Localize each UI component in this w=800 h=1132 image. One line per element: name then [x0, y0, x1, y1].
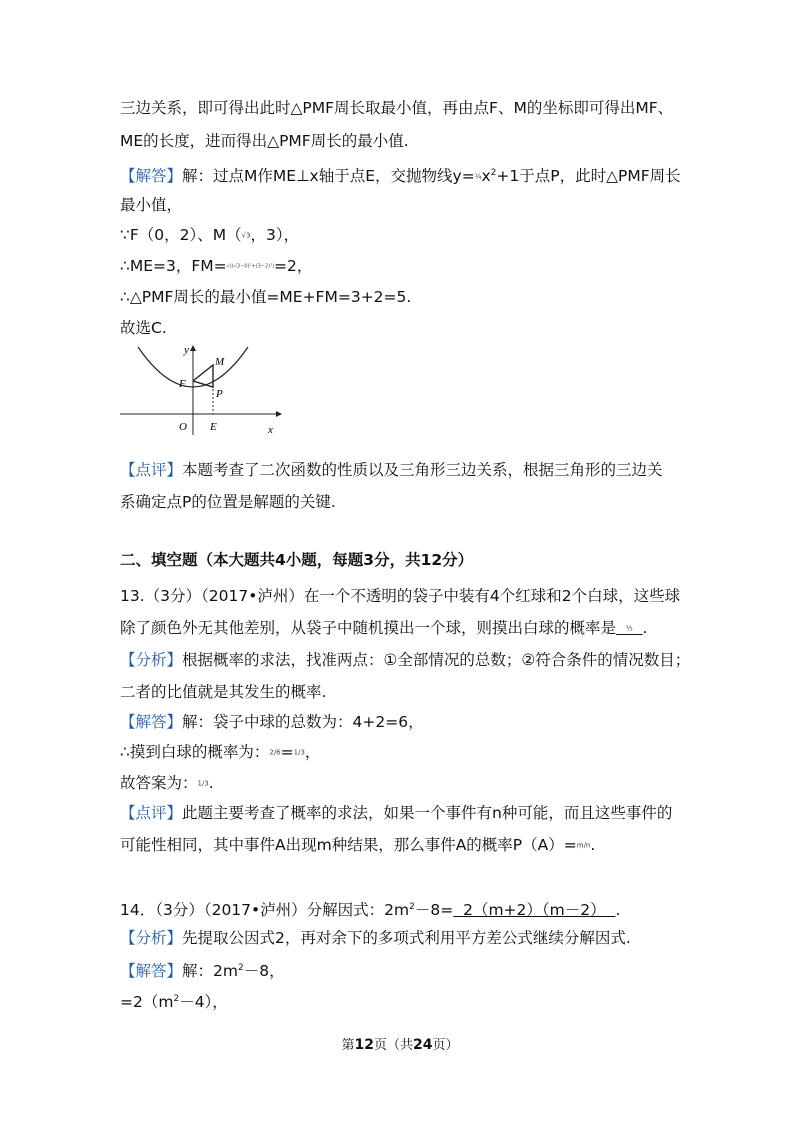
text: .	[642, 619, 648, 637]
text: =2（m	[120, 993, 174, 1012]
solution-line: 最小值，	[120, 196, 183, 214]
solution-line	[120, 162, 681, 188]
superscript: 2	[490, 168, 497, 178]
text: ∴摸到白球的概率为：	[120, 743, 270, 761]
text: －8=	[414, 901, 454, 920]
text: .	[615, 901, 621, 920]
label-P: P	[216, 388, 223, 400]
label-O: O	[179, 421, 187, 433]
label-E: E	[210, 421, 217, 433]
analysis-line: 三边关系，即可得出此时△PMF周长取最小值，再由点F、M的坐标即可得出MF、	[120, 99, 674, 117]
question-line	[120, 617, 647, 640]
solution-line	[120, 711, 424, 733]
text: 此题主要考查了概率的求法，如果一个事件有n种可能，而且这些事件的	[182, 804, 673, 822]
solution-line	[120, 224, 299, 247]
analysis-tag: 【分析】	[120, 651, 183, 669]
page-number: 12	[354, 1037, 374, 1053]
analysis-line	[120, 649, 690, 671]
label-y: y	[184, 344, 189, 356]
text: 除了颜色外无其他差别，从袋子中随机摸出一个球，则摸出白球的概率是	[120, 619, 617, 637]
text: 先提取公因式2，再对余下的多项式利用平方差公式继续分解因式.	[182, 929, 631, 947]
text: =2，	[274, 257, 313, 275]
y-axis-arrow	[190, 345, 196, 351]
solution-line: ∴△PMF周长的最小值=ME+FM=3+2=5.	[120, 288, 412, 306]
page-total: 24	[413, 1037, 433, 1053]
footer-text: 第	[341, 1038, 355, 1053]
x-axis-arrow	[276, 411, 282, 417]
text: ∵F（0，2）、M（	[120, 226, 242, 244]
text: 解：过点M作ME⊥x轴于点E，交抛物线y=	[182, 167, 475, 186]
solution-line	[120, 772, 214, 795]
fraction: 1/3	[293, 748, 305, 757]
solution-tag: 【解答】	[120, 167, 183, 186]
text: ，3），	[250, 226, 300, 244]
solution-tag: 【解答】	[120, 713, 183, 731]
text: x	[481, 167, 491, 186]
analysis-line: 二者的比值就是其发生的概率.	[120, 683, 327, 701]
comment-tag: 【点评】	[120, 461, 183, 479]
solution-line	[120, 255, 312, 278]
fraction: 2/6	[269, 748, 281, 757]
superscript: 2	[409, 902, 415, 912]
answer-value: ⅓	[625, 624, 633, 633]
text: 解：袋子中球的总数为：4+2=6，	[182, 713, 424, 731]
fraction: 1/3	[197, 779, 209, 788]
label-M: M	[215, 356, 225, 368]
fraction: ¼	[474, 172, 482, 181]
footer-text: 页）	[432, 1038, 459, 1053]
text: ∴ME=3，FM=	[120, 257, 227, 275]
answer-blank	[616, 619, 643, 637]
text: +1于点P，此时△PMF周长	[496, 167, 681, 186]
text: .	[590, 836, 596, 854]
text: 故答案为：	[120, 774, 198, 792]
question-line: 13.（3分）（2017•泸州）在一个不透明的袋子中装有4个红球和2个白球，这些球	[120, 587, 681, 605]
fraction: √3	[241, 231, 251, 240]
analysis-line	[120, 927, 631, 949]
text: 本题考查了二次函数的性质以及三角形三边关系，根据三角形的三边关	[182, 461, 663, 479]
solution-line	[120, 741, 320, 764]
solution-line	[120, 957, 285, 982]
fraction: m/n	[576, 841, 591, 850]
comment-line	[120, 802, 672, 824]
solution-line: 故选C.	[120, 319, 167, 337]
text: 14．（3分）（2017•泸州）分解因式：2m	[120, 901, 410, 920]
comment-tag: 【点评】	[120, 804, 183, 822]
analysis-tag: 【分析】	[120, 929, 183, 947]
text: 解：2m	[182, 962, 238, 981]
footer-text: 页（共	[373, 1038, 413, 1053]
analysis-line: ME的长度，进而得出△PMF周长的最小值.	[120, 132, 409, 150]
text: －4），	[179, 993, 228, 1012]
text: .	[208, 774, 214, 792]
text: ，	[304, 743, 321, 761]
text: =	[280, 743, 294, 761]
fraction: √((√3−0)²+(3−2)²)	[226, 263, 275, 270]
comment-line	[120, 459, 663, 481]
page-footer	[0, 1036, 800, 1055]
text: －8，	[243, 962, 285, 981]
answer-blank: 2（m+2）（m－2）	[453, 901, 616, 920]
comment-line: 系确定点P的位置是解题的关键.	[120, 493, 336, 511]
superscript: 2	[173, 994, 180, 1004]
parabola-graph	[118, 343, 288, 438]
question-line	[120, 896, 620, 921]
comment-line	[120, 834, 595, 857]
label-x: x	[268, 424, 273, 436]
text: 根据概率的求法，找准两点：①全部情况的总数；②符合条件的情况数目；	[182, 651, 691, 669]
solution-tag: 【解答】	[120, 962, 183, 981]
text: 可能性相同，其中事件A出现m种结果，那么事件A的概率P（A）=	[120, 836, 577, 854]
solution-line	[120, 988, 228, 1013]
section-title: 二、填空题（本大题共4小题，每题3分，共12分）	[120, 551, 474, 569]
superscript: 2	[237, 963, 244, 973]
label-F: F	[179, 378, 186, 390]
